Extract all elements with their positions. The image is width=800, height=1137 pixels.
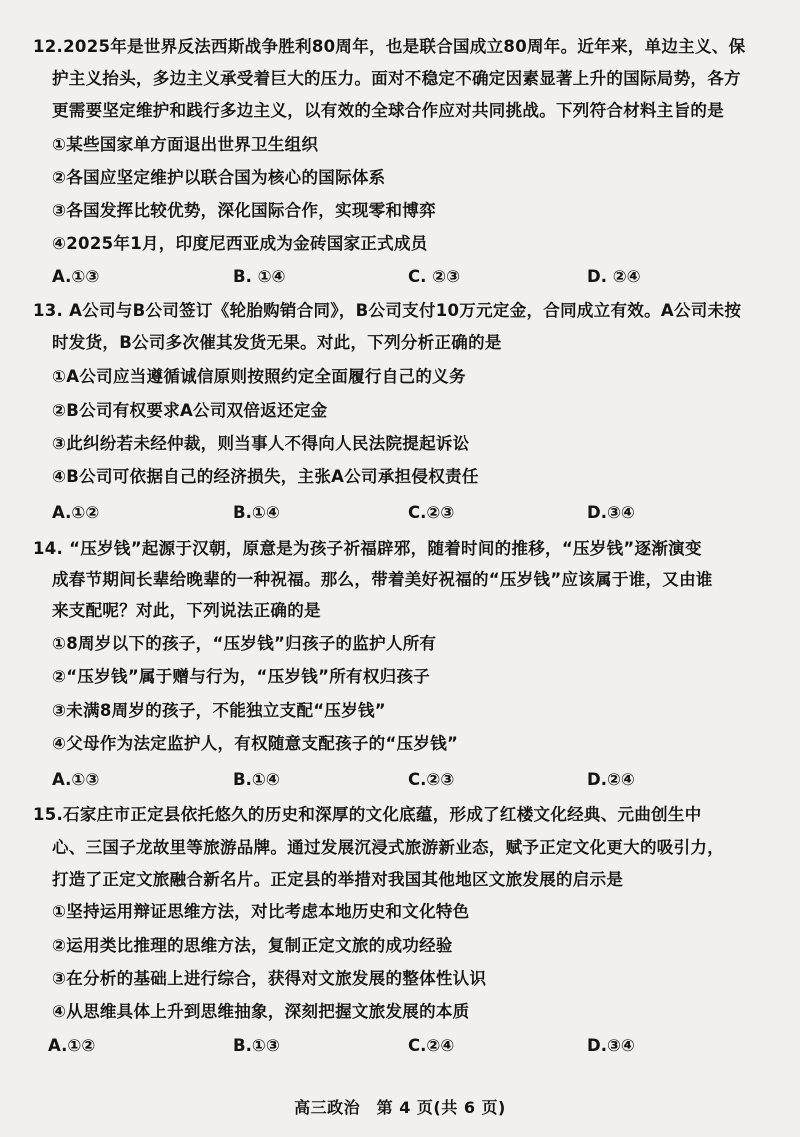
question-stem-line: 13. A公司与B公司签订《轮胎购销合同》，B公司支付10万元定金，合同成立有效。A公司未按 (33, 301, 742, 320)
option-statement: ②“压岁钱”属于赠与行为，“压岁钱”所有权归孩子 (52, 667, 431, 686)
answer-choice-b: B. ①④ (233, 267, 286, 286)
question-stem-line: 12.2025年是世界反法西斯战争胜利80周年，也是联合国成立80周年。近年来，单边主义、保 (33, 37, 746, 56)
option-statement: ④2025年1月，印度尼西亚成为金砖国家正式成员 (52, 234, 428, 253)
option-statement: ②运用类比推理的思维方法，复制正定文旅的成功经验 (52, 936, 453, 955)
answer-choice-d: D.②④ (587, 770, 635, 789)
answer-choice-d: D.③④ (587, 1036, 635, 1055)
answer-choice-a: A.①② (48, 1036, 96, 1055)
question-stem-line: 打造了正定文旅融合新名片。正定县的举措对我国其他地区文旅发展的启示是 (52, 870, 624, 889)
question-stem-line: 心、三国子龙故里等旅游品牌。通过发展沉浸式旅游新业态，赋予正定文化更大的吸引力， (52, 838, 724, 857)
option-statement: ③此纠纷若未经仲裁，则当事人不得向人民法院提起诉讼 (52, 434, 470, 453)
option-statement: ②各国应坚定维护以联合国为核心的国际体系 (52, 168, 386, 187)
option-statement: ②B公司有权要求A公司双倍返还定金 (52, 401, 328, 420)
answer-choice-a: A.①③ (52, 267, 100, 286)
option-statement: ③在分析的基础上进行综合，获得对文旅发展的整体性认识 (52, 969, 487, 988)
answer-choice-a: A.①③ (52, 770, 100, 789)
answer-choice-c: C.②③ (408, 503, 455, 522)
question-stem-line: 护主义抬头，多边主义承受着巨大的压力。面对不稳定不确定因素显著上升的国际局势，各方 (52, 69, 741, 88)
option-statement: ③未满8周岁的孩子，不能独立支配“压岁钱” (52, 701, 386, 720)
question-stem-line: 时发货，B公司多次催其发货无果。对此，下列分析正确的是 (52, 333, 502, 352)
answer-choice-b: B.①④ (233, 503, 280, 522)
option-statement: ④父母作为法定监护人，有权随意支配孩子的“压岁钱” (52, 734, 459, 753)
question-stem-line: 更需要坚定维护和践行多边主义，以有效的全球合作应对共同挑战。下列符合材料主旨的是 (52, 101, 724, 120)
answer-choice-c: C.②③ (408, 770, 455, 789)
option-statement: ④B公司可依据自己的经济损失，主张A公司承担侵权责任 (52, 467, 479, 486)
answer-choice-a: A.①② (52, 503, 100, 522)
answer-choice-c: C.②④ (408, 1036, 455, 1055)
answer-choice-b: B.①④ (233, 770, 280, 789)
question-stem-line: 14. “压岁钱”起源于汉朝，原意是为孩子祈福辟邪，随着时间的推移，“压岁钱”逐渐演变 (33, 539, 702, 558)
answer-choice-d: D.③④ (587, 503, 635, 522)
question-stem-line: 15.石家庄市正定县依托悠久的历史和深厚的文化底蕴，形成了红楼文化经典、元曲创生中 (33, 805, 702, 824)
option-statement: ①坚持运用辩证思维方法，对比考虑本地历史和文化特色 (52, 902, 470, 921)
option-statement: ①A公司应当遵循诚信原则按照约定全面履行自己的义务 (52, 367, 466, 386)
option-statement: ①某些国家单方面退出世界卫生组织 (52, 135, 319, 154)
option-statement: ④从思维具体上升到思维抽象，深刻把握文旅发展的本质 (52, 1002, 470, 1021)
option-statement: ①8周岁以下的孩子，“压岁钱”归孩子的监护人所有 (52, 634, 437, 653)
page-footer: 高三政治 第 4 页(共 6 页) (294, 1098, 506, 1117)
answer-choice-d: D. ②④ (587, 267, 641, 286)
option-statement: ③各国发挥比较优势，深化国际合作，实现零和博弈 (52, 201, 436, 220)
answer-choice-c: C. ②③ (408, 267, 461, 286)
question-stem-line: 来支配呢？对此，下列说法正确的是 (52, 601, 321, 620)
answer-choice-b: B.①③ (233, 1036, 280, 1055)
question-stem-line: 成春节期间长辈给晚辈的一种祝福。那么，带着美好祝福的“压岁钱”应该属于谁，又由谁 (52, 570, 713, 589)
